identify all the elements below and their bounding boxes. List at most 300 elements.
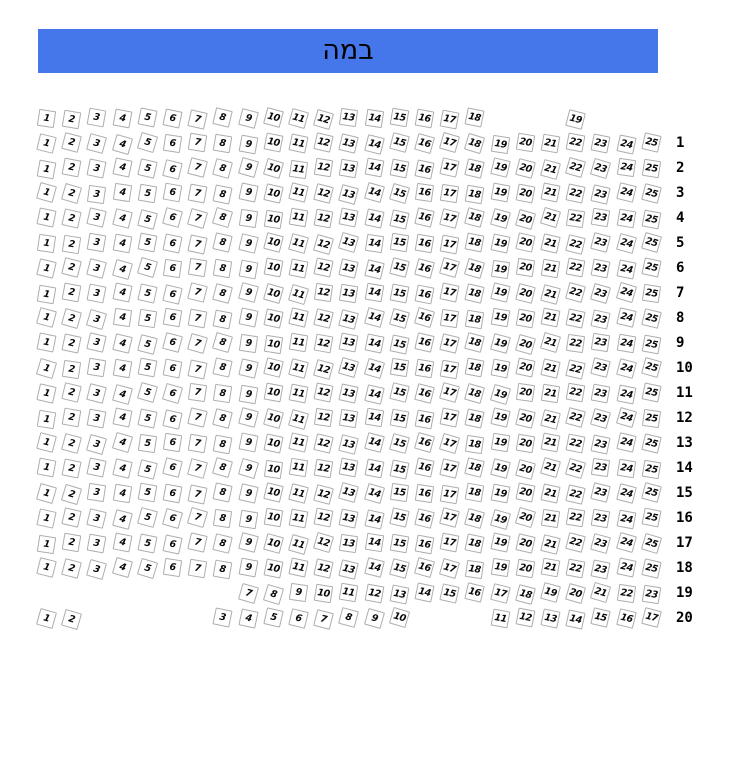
seat[interactable] — [162, 409, 182, 429]
seat[interactable] — [213, 133, 233, 153]
seat[interactable] — [565, 407, 586, 428]
seat[interactable] — [590, 283, 611, 304]
seat[interactable] — [389, 209, 409, 229]
seat[interactable] — [641, 231, 662, 252]
seat[interactable] — [238, 282, 259, 303]
seat[interactable] — [238, 457, 259, 478]
seat[interactable] — [490, 558, 509, 577]
seat[interactable] — [414, 508, 435, 529]
seat[interactable] — [490, 282, 510, 302]
seat[interactable] — [642, 584, 661, 603]
seat[interactable] — [615, 281, 636, 302]
seat[interactable] — [414, 284, 434, 304]
seat[interactable] — [390, 482, 409, 501]
seat[interactable] — [313, 484, 334, 505]
seat[interactable] — [515, 482, 535, 502]
seat[interactable] — [642, 158, 661, 177]
seat[interactable] — [590, 408, 611, 429]
seat[interactable] — [238, 582, 259, 603]
seat[interactable] — [263, 558, 283, 578]
seat[interactable] — [642, 408, 661, 427]
seat[interactable] — [439, 382, 460, 403]
seat[interactable] — [112, 183, 131, 202]
seat[interactable] — [238, 558, 258, 578]
seat[interactable] — [288, 283, 309, 304]
seat[interactable] — [414, 332, 434, 352]
seat[interactable] — [263, 157, 284, 178]
seat[interactable] — [566, 308, 586, 328]
seat[interactable] — [36, 557, 57, 578]
seat[interactable] — [364, 333, 384, 353]
seat[interactable] — [288, 608, 309, 629]
seat[interactable] — [339, 582, 359, 602]
seat[interactable] — [440, 583, 460, 603]
seat[interactable] — [314, 459, 334, 479]
seat[interactable] — [213, 482, 233, 502]
seat[interactable] — [37, 409, 57, 429]
seat[interactable] — [188, 359, 208, 379]
seat[interactable] — [288, 408, 309, 429]
seat[interactable] — [313, 609, 334, 630]
seat[interactable] — [137, 357, 157, 377]
seat[interactable] — [616, 307, 636, 327]
seat[interactable] — [540, 182, 560, 202]
seat[interactable] — [61, 483, 82, 504]
seat[interactable] — [187, 208, 208, 229]
seat[interactable] — [465, 207, 486, 228]
seat[interactable] — [36, 608, 57, 629]
seat[interactable] — [591, 258, 611, 278]
seat[interactable] — [540, 608, 560, 628]
seat[interactable] — [263, 508, 283, 528]
seat[interactable] — [87, 483, 106, 502]
seat[interactable] — [414, 133, 435, 154]
seat[interactable] — [288, 358, 309, 379]
seat[interactable] — [112, 532, 132, 552]
seat[interactable] — [238, 134, 258, 154]
seat[interactable] — [515, 158, 536, 179]
seat[interactable] — [464, 508, 485, 529]
seat[interactable] — [339, 108, 358, 127]
seat[interactable] — [163, 358, 183, 378]
seat[interactable] — [138, 309, 157, 328]
seat[interactable] — [389, 257, 410, 278]
seat[interactable] — [339, 159, 359, 179]
seat[interactable] — [314, 257, 334, 277]
seat[interactable] — [137, 209, 158, 230]
seat[interactable] — [36, 133, 57, 154]
seat[interactable] — [439, 257, 460, 278]
seat[interactable] — [163, 432, 182, 451]
seat[interactable] — [87, 207, 107, 227]
seat[interactable] — [314, 158, 333, 177]
seat[interactable] — [414, 457, 434, 477]
seat[interactable] — [238, 384, 258, 404]
seat[interactable] — [112, 308, 131, 327]
seat[interactable] — [439, 458, 459, 478]
seat[interactable] — [313, 308, 334, 329]
seat[interactable] — [213, 184, 233, 204]
seat[interactable] — [616, 509, 636, 529]
seat[interactable] — [213, 508, 232, 527]
seat[interactable] — [641, 257, 661, 277]
seat[interactable] — [591, 207, 611, 227]
seat[interactable] — [162, 159, 183, 180]
seat[interactable] — [389, 459, 409, 479]
seat[interactable] — [641, 334, 661, 354]
seat[interactable] — [363, 358, 384, 379]
seat[interactable] — [591, 434, 611, 454]
seat[interactable] — [87, 332, 107, 352]
seat[interactable] — [263, 107, 284, 128]
seat[interactable] — [440, 234, 460, 254]
seat[interactable] — [641, 132, 661, 152]
seat[interactable] — [162, 457, 183, 478]
seat[interactable] — [616, 233, 637, 254]
seat[interactable] — [137, 334, 158, 355]
seat[interactable] — [440, 308, 459, 327]
seat[interactable] — [540, 534, 561, 555]
seat[interactable] — [390, 107, 410, 127]
seat[interactable] — [338, 482, 359, 503]
seat[interactable] — [465, 582, 485, 602]
seat[interactable] — [465, 457, 486, 478]
seat[interactable] — [439, 333, 460, 354]
seat[interactable] — [490, 484, 510, 504]
seat[interactable] — [490, 308, 510, 328]
seat[interactable] — [112, 359, 132, 379]
seat[interactable] — [86, 433, 107, 454]
seat[interactable] — [515, 208, 536, 229]
seat[interactable] — [541, 307, 561, 327]
seat[interactable] — [591, 133, 611, 153]
seat[interactable] — [288, 258, 308, 278]
seat[interactable] — [465, 332, 486, 353]
seat[interactable] — [213, 107, 234, 128]
seat[interactable] — [465, 483, 485, 503]
seat[interactable] — [187, 506, 208, 527]
seat[interactable] — [137, 158, 157, 178]
seat[interactable] — [238, 433, 258, 453]
seat[interactable] — [188, 183, 208, 203]
seat[interactable] — [188, 257, 207, 276]
seat[interactable] — [339, 284, 358, 303]
seat[interactable] — [565, 458, 586, 479]
seat[interactable] — [616, 182, 637, 203]
seat[interactable] — [465, 107, 485, 127]
seat[interactable] — [264, 459, 283, 478]
seat[interactable] — [490, 583, 511, 604]
seat[interactable] — [289, 509, 309, 529]
seat[interactable] — [641, 607, 662, 628]
seat[interactable] — [212, 331, 233, 352]
seat[interactable] — [439, 432, 460, 453]
seat[interactable] — [540, 233, 560, 253]
seat[interactable] — [364, 557, 385, 578]
seat[interactable] — [314, 382, 334, 402]
seat[interactable] — [238, 358, 258, 378]
seat[interactable] — [465, 358, 485, 378]
seat[interactable] — [566, 507, 585, 526]
seat[interactable] — [238, 532, 259, 553]
seat[interactable] — [591, 184, 611, 204]
seat[interactable] — [616, 458, 635, 477]
seat[interactable] — [540, 582, 561, 603]
seat[interactable] — [112, 509, 133, 530]
seat[interactable] — [515, 533, 535, 553]
seat[interactable] — [465, 158, 485, 178]
seat[interactable] — [338, 607, 359, 628]
seat[interactable] — [87, 108, 107, 128]
seat[interactable] — [112, 282, 132, 302]
seat[interactable] — [540, 457, 561, 478]
seat[interactable] — [566, 257, 586, 277]
seat[interactable] — [61, 182, 82, 203]
seat[interactable] — [188, 234, 208, 254]
seat[interactable] — [515, 283, 536, 304]
seat[interactable] — [515, 184, 535, 204]
seat[interactable] — [288, 557, 308, 577]
seat[interactable] — [188, 109, 208, 129]
seat[interactable] — [288, 233, 309, 254]
seat[interactable] — [61, 558, 82, 579]
seat[interactable] — [364, 458, 384, 478]
seat[interactable] — [163, 557, 182, 576]
seat[interactable] — [566, 183, 586, 203]
seat[interactable] — [465, 309, 484, 328]
seat[interactable] — [440, 407, 460, 427]
seat[interactable] — [213, 408, 234, 429]
seat[interactable] — [541, 509, 560, 528]
seat[interactable] — [263, 482, 283, 502]
seat[interactable] — [616, 406, 637, 427]
seat[interactable] — [465, 559, 484, 578]
seat[interactable] — [137, 408, 157, 428]
seat[interactable] — [162, 284, 182, 304]
seat[interactable] — [187, 333, 208, 354]
seat[interactable] — [62, 208, 82, 228]
seat[interactable] — [288, 108, 309, 129]
seat[interactable] — [36, 207, 56, 227]
seat[interactable] — [339, 383, 359, 403]
seat[interactable] — [188, 433, 208, 453]
seat[interactable] — [187, 157, 208, 178]
seat[interactable] — [87, 508, 108, 529]
seat[interactable] — [263, 383, 283, 403]
seat[interactable] — [464, 382, 485, 403]
seat[interactable] — [616, 157, 635, 176]
seat[interactable] — [590, 581, 611, 602]
seat[interactable] — [314, 132, 334, 152]
seat[interactable] — [238, 233, 259, 254]
seat[interactable] — [112, 407, 132, 427]
seat[interactable] — [86, 308, 107, 329]
seat[interactable] — [339, 207, 359, 227]
seat[interactable] — [213, 607, 233, 627]
seat[interactable] — [137, 382, 158, 403]
seat[interactable] — [163, 182, 183, 202]
seat[interactable] — [565, 359, 585, 379]
seat[interactable] — [364, 109, 383, 128]
seat[interactable] — [389, 132, 410, 153]
seat[interactable] — [112, 557, 133, 578]
seat[interactable] — [364, 532, 383, 551]
seat[interactable] — [641, 382, 661, 402]
seat[interactable] — [37, 108, 56, 127]
seat[interactable] — [364, 509, 384, 529]
seat[interactable] — [314, 408, 333, 427]
seat[interactable] — [61, 433, 82, 454]
seat[interactable] — [61, 308, 82, 329]
seat[interactable] — [36, 482, 57, 503]
seat[interactable] — [540, 159, 561, 180]
seat[interactable] — [516, 258, 535, 277]
seat[interactable] — [62, 234, 81, 253]
seat[interactable] — [289, 159, 308, 178]
seat[interactable] — [213, 283, 234, 304]
seat[interactable] — [112, 157, 132, 177]
seat[interactable] — [263, 607, 283, 627]
seat[interactable] — [591, 357, 612, 378]
seat[interactable] — [137, 283, 157, 303]
seat[interactable] — [414, 431, 435, 452]
seat[interactable] — [540, 207, 561, 228]
seat[interactable] — [62, 333, 82, 353]
seat[interactable] — [565, 109, 586, 130]
seat[interactable] — [566, 382, 586, 402]
seat[interactable] — [313, 233, 334, 254]
seat[interactable] — [414, 258, 435, 279]
seat[interactable] — [61, 257, 82, 278]
seat[interactable] — [314, 558, 334, 578]
seat[interactable] — [364, 234, 383, 253]
seat[interactable] — [440, 282, 460, 302]
seat[interactable] — [414, 306, 435, 327]
seat[interactable] — [187, 532, 207, 552]
seat[interactable] — [188, 484, 208, 504]
seat[interactable] — [540, 358, 560, 378]
seat[interactable] — [641, 532, 662, 553]
seat[interactable] — [112, 384, 133, 405]
seat[interactable] — [314, 334, 334, 354]
seat[interactable] — [641, 209, 661, 229]
seat[interactable] — [389, 308, 410, 329]
seat[interactable] — [163, 483, 183, 503]
seat[interactable] — [616, 384, 636, 404]
seat[interactable] — [389, 382, 410, 403]
seat[interactable] — [440, 157, 460, 177]
seat[interactable] — [339, 133, 359, 153]
seat[interactable] — [238, 509, 257, 528]
seat[interactable] — [137, 107, 157, 127]
seat[interactable] — [591, 607, 611, 627]
seat[interactable] — [591, 457, 610, 476]
seat[interactable] — [37, 284, 57, 304]
seat[interactable] — [313, 108, 334, 129]
seat[interactable] — [188, 558, 208, 578]
seat[interactable] — [87, 383, 108, 404]
seat[interactable] — [641, 482, 662, 503]
seat[interactable] — [414, 557, 435, 578]
seat[interactable] — [515, 309, 535, 329]
seat[interactable] — [263, 433, 283, 453]
seat[interactable] — [364, 182, 385, 203]
seat[interactable] — [414, 159, 434, 179]
seat[interactable] — [137, 232, 157, 252]
seat[interactable] — [464, 257, 485, 278]
seat[interactable] — [515, 232, 535, 252]
seat[interactable] — [590, 533, 611, 554]
seat[interactable] — [289, 208, 309, 228]
seat[interactable] — [137, 558, 158, 579]
seat[interactable] — [288, 307, 308, 327]
seat[interactable] — [37, 458, 57, 478]
seat[interactable] — [641, 459, 661, 479]
seat[interactable] — [641, 308, 662, 329]
seat[interactable] — [314, 283, 333, 302]
seat[interactable] — [187, 458, 208, 479]
seat[interactable] — [314, 507, 334, 527]
seat[interactable] — [389, 408, 409, 428]
seat[interactable] — [138, 184, 158, 204]
seat[interactable] — [439, 507, 460, 528]
seat[interactable] — [238, 182, 258, 202]
seat[interactable] — [137, 459, 158, 480]
seat[interactable] — [162, 383, 183, 404]
seat[interactable] — [263, 183, 283, 203]
seat[interactable] — [289, 333, 309, 353]
seat[interactable] — [339, 457, 359, 477]
seat[interactable] — [238, 333, 257, 352]
seat[interactable] — [415, 409, 435, 429]
seat[interactable] — [566, 609, 586, 629]
seat[interactable] — [137, 132, 158, 153]
seat[interactable] — [490, 407, 510, 427]
seat[interactable] — [389, 158, 409, 178]
seat[interactable] — [263, 533, 284, 554]
seat[interactable] — [364, 307, 385, 328]
seat[interactable] — [616, 134, 636, 154]
seat[interactable] — [338, 184, 359, 205]
seat[interactable] — [339, 508, 359, 528]
seat[interactable] — [137, 533, 157, 553]
seat[interactable] — [616, 557, 636, 577]
seat[interactable] — [591, 559, 611, 579]
seat[interactable] — [212, 158, 233, 179]
seat[interactable] — [263, 132, 283, 152]
seat[interactable] — [338, 232, 359, 253]
seat[interactable] — [339, 534, 358, 553]
seat[interactable] — [515, 607, 535, 627]
seat[interactable] — [263, 282, 284, 303]
seat[interactable] — [213, 232, 233, 252]
seat[interactable] — [162, 108, 182, 128]
seat[interactable] — [415, 182, 434, 201]
seat[interactable] — [591, 232, 612, 253]
seat[interactable] — [465, 233, 485, 253]
seat[interactable] — [490, 183, 510, 203]
seat[interactable] — [87, 457, 107, 477]
seat[interactable] — [641, 357, 662, 378]
seat[interactable] — [616, 608, 637, 629]
seat[interactable] — [364, 583, 384, 603]
seat[interactable] — [162, 508, 183, 529]
seat[interactable] — [641, 433, 661, 453]
seat[interactable] — [642, 283, 661, 302]
seat[interactable] — [238, 608, 258, 628]
seat[interactable] — [112, 234, 132, 254]
seat[interactable] — [389, 334, 409, 354]
